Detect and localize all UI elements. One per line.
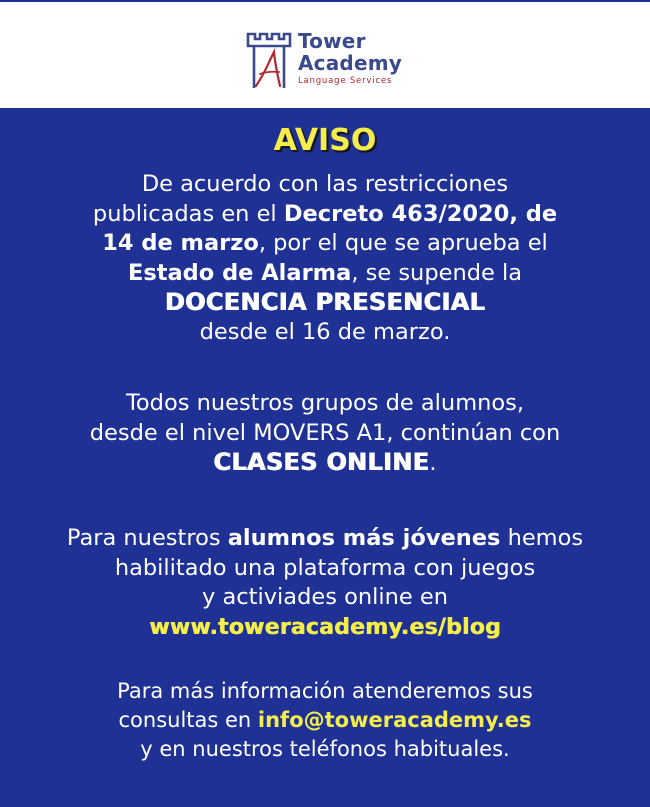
- logo-line-services: Language Services: [298, 76, 393, 86]
- p1-line2-text: publicadas en el: [92, 200, 284, 227]
- tower-academy-logo: [246, 30, 416, 100]
- header: [0, 2, 650, 108]
- notice-paragraph-contact: [0, 677, 650, 764]
- contact-email-link[interactable]: info@toweracademy.es: [257, 708, 532, 732]
- p1-line1: De acuerdo con las restricciones: [141, 171, 509, 197]
- p4-line1: Para más información atenderemos sus: [117, 679, 533, 703]
- p1-line6: desde el 16 de marzo.: [199, 318, 451, 345]
- p2-line1: Todos nuestros grupos de alumnos,: [125, 390, 525, 416]
- tower-a-logo-icon: [246, 30, 294, 92]
- notice-paragraph-decree: [0, 170, 650, 347]
- notice-title: AVISO: [273, 123, 377, 158]
- blog-url-link[interactable]: www.toweracademy.es/blog: [149, 614, 501, 640]
- p1-line4-text: , se supende la: [351, 259, 523, 286]
- decree-date: 14 de marzo: [102, 230, 259, 256]
- p2-line2: desde el nivel MOVERS A1, continúan con: [89, 419, 561, 446]
- p4-line3: y en nuestros teléfonos habituales.: [140, 737, 510, 761]
- young-students: alumnos más jóvenes: [227, 525, 501, 551]
- p3-line1-c: hemos: [500, 525, 584, 551]
- notice-panel: [0, 108, 650, 807]
- docencia-presencial: DOCENCIA PRESENCIAL: [164, 288, 486, 316]
- logo-line-tower: Tower: [298, 29, 366, 53]
- notice-paragraph-online: [0, 389, 650, 479]
- notice-paragraph-young-students: [0, 524, 650, 642]
- p4-line2-text: consultas en: [118, 708, 258, 732]
- p2-period: .: [429, 450, 437, 476]
- p3-line2: habilitado una plataforma con juegos: [114, 554, 536, 581]
- logo-line-academy: Academy: [298, 51, 402, 75]
- estado-de-alarma: Estado de Alarma: [127, 259, 352, 286]
- p3-line3: y activiades online en: [202, 584, 448, 610]
- p1-line3-text: , por el que se aprueba el: [258, 230, 548, 256]
- decree-reference: Decreto 463/2020, de: [283, 200, 558, 227]
- p3-line1-a: Para nuestros: [66, 525, 228, 551]
- clases-online: CLASES ONLINE: [213, 448, 430, 476]
